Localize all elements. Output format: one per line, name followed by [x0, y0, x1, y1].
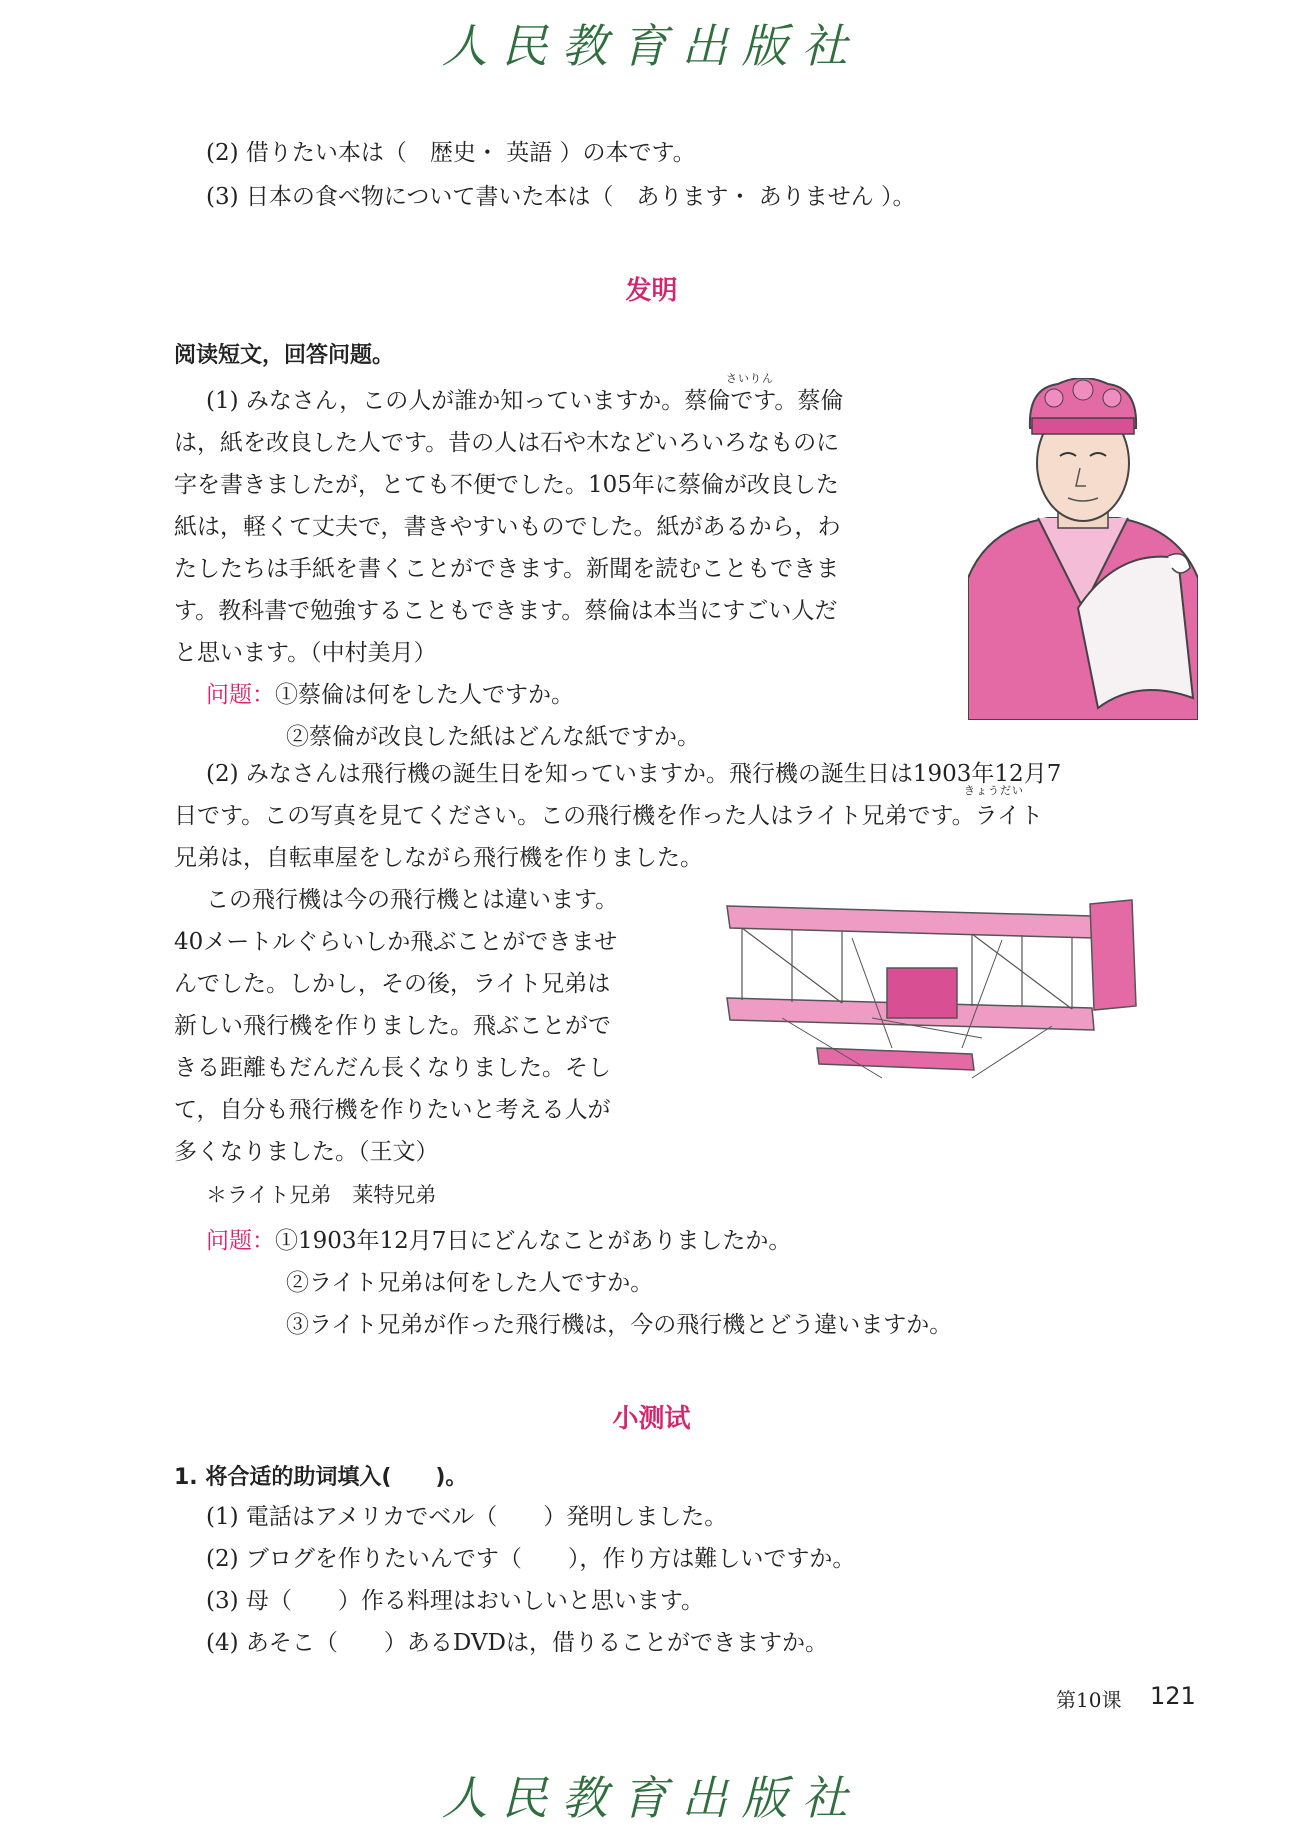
- quiz-instruction: 1. 将合适的助词填入( )。: [174, 1465, 468, 1490]
- top-item-2: (2) 借りたい本は（ 歴史・ 英語 ）の本です。: [206, 140, 696, 166]
- section-title-invention: 发明: [625, 276, 678, 306]
- question-label: 问题：: [206, 1228, 275, 1254]
- top-item-3: (3) 日本の食べ物について書いた本は（ あります・ ありません ）。: [206, 184, 916, 210]
- quiz-item: (2) ブログを作りたいんです（ ），作り方は難しいですか。: [206, 1546, 856, 1572]
- passage-1-line: 紙は，軽くて丈夫で，書きやすいものでした。紙があるから，わ: [174, 514, 841, 540]
- passage-2-narrow: [174, 879, 694, 1173]
- wright-note: ＊ライト兄弟 莱特兄弟: [206, 1183, 437, 1207]
- passage-1-line: は，紙を改良した人です。昔の人は石や木などいろいろなものに: [174, 430, 840, 456]
- passage-2: [174, 753, 1214, 879]
- passage-1: [174, 380, 954, 674]
- passage-2-line: 新しい飛行機を作りました。飛ぶことがで: [174, 1013, 611, 1039]
- passage-2-line: (2) みなさんは飛行機の誕生日を知っていますか。飛行機の誕生日は1903年12月7: [206, 761, 1062, 787]
- question-1: ①1903年12月7日にどんなことがありましたか。: [275, 1228, 792, 1254]
- passage-2-line: この飛行機は今の飛行機とは違います。: [206, 887, 619, 913]
- lesson-label: 第10课: [1056, 1688, 1122, 1712]
- quiz-item: (4) あそこ（ ）あるDVDは，借りることができますか。: [206, 1630, 828, 1656]
- ruby-kyoudai: きょうだい: [964, 784, 1024, 797]
- section-title-quiz: 小测试: [612, 1404, 691, 1434]
- passage-2-line: 日です。この写真を見てください。この飛行機を作った人はライト兄弟です。ライト: [174, 803, 1043, 829]
- passage-1-questions: [206, 674, 700, 758]
- page-number: 121: [1150, 1682, 1196, 1710]
- passage-2-line: て，自分も飛行機を作りたいと考える人が: [174, 1097, 611, 1123]
- passage-2-line: 多くなりました。（王文）: [174, 1139, 439, 1165]
- question-2: ②蔡倫が改良した紙はどんな紙ですか。: [286, 724, 700, 750]
- passage-1-line: たしたちは手紙を書くことができます。新聞を読むこともできま: [174, 556, 840, 582]
- passage-1-line: す。教科書で勉強することもできます。蔡倫は本当にすごい人だ: [174, 598, 838, 624]
- passage-2-line: 40メートルぐらいしか飛ぶことができませ: [174, 929, 618, 955]
- passage-2-questions: [206, 1220, 952, 1346]
- passage-2-line: 兄弟は，自転車屋をしながら飛行機を作りました。: [174, 845, 703, 871]
- question-3: ③ライト兄弟が作った飛行機は，今の飛行機とどう違いますか。: [286, 1312, 953, 1338]
- question-label: 问题：: [206, 682, 275, 708]
- quiz-item: (3) 母（ ）作る料理はおいしいと思います。: [206, 1588, 705, 1614]
- cai-lun-illustration: [968, 378, 1198, 720]
- passage-2-line: んでした。しかし，その後，ライト兄弟は: [174, 971, 611, 997]
- publisher-logo: 人民教育出版社: [441, 19, 862, 73]
- question-2: ②ライト兄弟は何をした人ですか。: [286, 1270, 654, 1296]
- quiz-item: (1) 電話はアメリカでベル（ ）発明しました。: [206, 1504, 728, 1530]
- wright-flyer-illustration: [722, 898, 1142, 1098]
- reading-instruction: 阅读短文，回答问题。: [174, 343, 395, 368]
- question-1: ①蔡倫は何をした人ですか。: [275, 682, 574, 708]
- passage-1-line: (1) みなさん，この人が誰か知っていますか。蔡倫です。蔡倫: [206, 388, 844, 414]
- ruby-sairin: さいりん: [726, 372, 774, 385]
- publisher-logo-bottom: 人民教育出版社: [441, 1771, 862, 1825]
- passage-1-line: 字を書きましたが，とても不便でした。105年に蔡倫が改良した: [174, 472, 839, 498]
- quiz-items: [206, 1496, 855, 1664]
- passage-1-line: と思います。（中村美月）: [174, 640, 437, 666]
- passage-2-line: きる距離もだんだん長くなりました。そし: [174, 1055, 611, 1081]
